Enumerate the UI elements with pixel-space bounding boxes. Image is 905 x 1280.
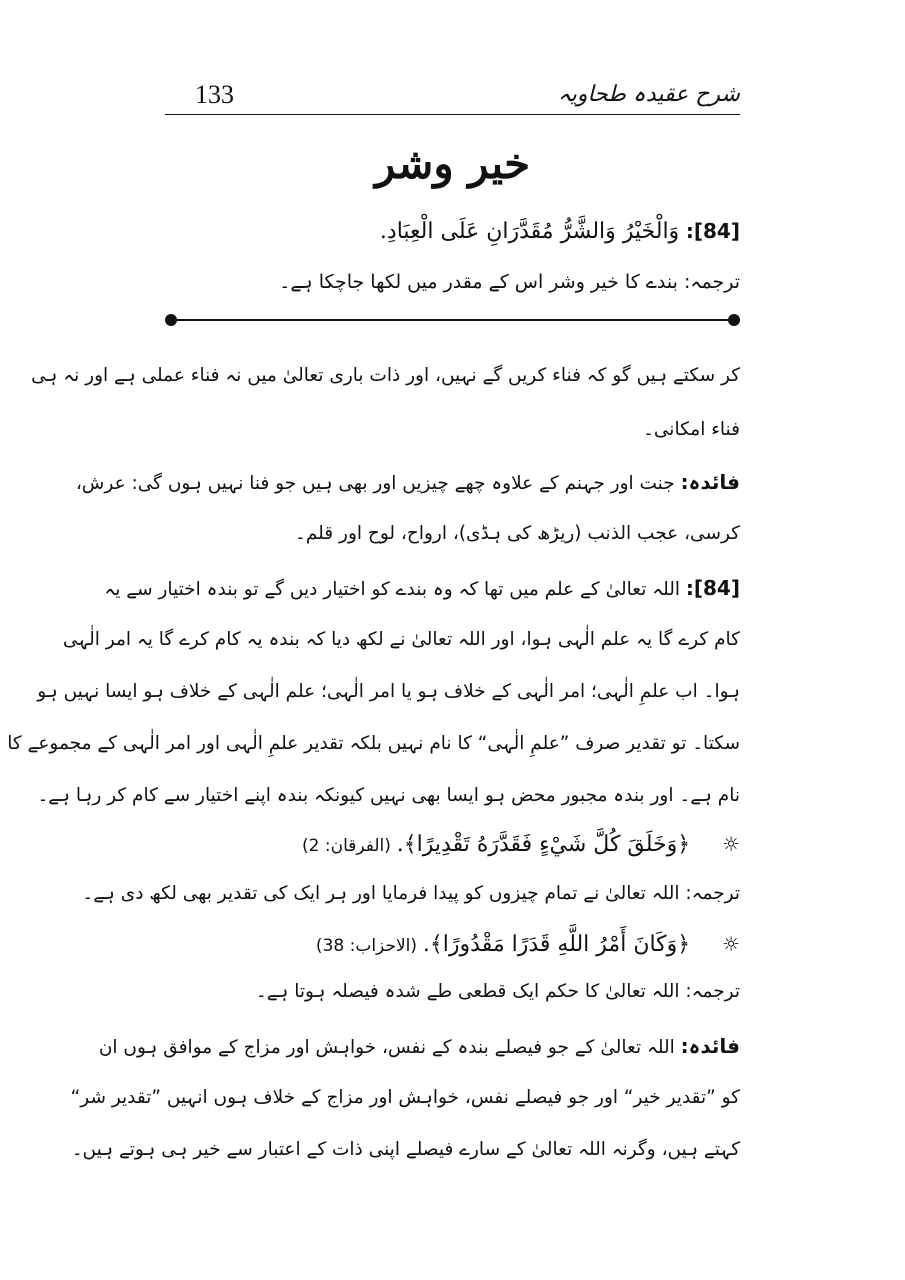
quote-2-arabic: ﴿وَكَانَ أَمْرُ اللَّهِ قَدَرًا مَقْدُورًا﴾. <box>422 932 691 957</box>
quote-2-reference: (الاحزاب: 38) <box>315 936 418 956</box>
quote-1-reference: (الفرقان: 2) <box>302 836 391 856</box>
divider-dot-left <box>165 314 177 326</box>
divider-line <box>171 319 734 321</box>
paragraph-84-text: اللہ تعالیٰ کے علم میں تھا کہ وہ بندے کو اختیار دیں گے تو بندہ اختیار سے یہ <box>104 579 680 600</box>
paragraph-84 <box>104 568 740 610</box>
paragraph-84-number: [84]: <box>685 576 740 600</box>
body-line-1: کر سکتے ہیں گو کہ فناء کریں گے نہیں، اور ذات باری تعالیٰ میں نہ فناء عملی ہے اور نہ ہی <box>31 365 740 386</box>
header-rule <box>165 114 740 115</box>
chapter-title: خیر وشر <box>374 139 531 188</box>
fayda-label: فائدہ: <box>680 1034 740 1058</box>
page-number: 133 <box>195 80 234 109</box>
paragraph-84-line-2: کام کرے گا یہ علم الٰہی ہوا، اور اللہ تعالیٰ نے لکھ دیا کہ بندہ یہ کام کرے گا یہ امر الٰہی <box>62 629 740 650</box>
verse-translation: ترجمہ: بندے کا خیر وشر اس کے مقدر میں لکھا جاچکا ہے۔ <box>279 271 740 293</box>
fayda-paragraph-1 <box>75 462 740 504</box>
verse-arabic: وَالْخَيْرُ وَالشَّرُّ مُقَدَّرَانِ عَلَى الْعِبَادِ. <box>379 219 680 244</box>
verse-text <box>165 211 740 252</box>
paragraph-84-line-5: نام ہے۔ اور بندہ مجبور محض ہو ایسا بھی نہیں کیونکہ بندہ اپنے اختیار سے کام کر رہا ہے۔ <box>37 785 740 806</box>
fayda-2-line-2: کو ”تقدیر خیر“ اور جو فیصلے نفس، خواہش اور مزاج کے خلاف ہوں انہیں ”تقدیر شر“ <box>70 1087 740 1108</box>
sun-bullet-icon: ☼ <box>722 832 740 856</box>
ornamental-divider <box>165 312 740 328</box>
running-header <box>165 78 740 112</box>
body-line-2: فناء امکانی۔ <box>643 419 740 440</box>
paragraph-84-line-3: ہوا۔ اب علمِ الٰہی؛ امر الٰہی کے خلاف ہو یا امر الٰہی؛ علم الٰہی کے خلاف ہو ایسا نہیں ہو <box>37 681 740 702</box>
fayda-text: اللہ تعالیٰ کے جو فیصلے بندہ کے نفس، خواہش اور مزاج کے موافق ہوں ان <box>98 1037 675 1058</box>
quran-quote-2 <box>165 924 740 966</box>
fayda-paragraph-2 <box>98 1026 740 1068</box>
quran-quote-1 <box>165 824 740 866</box>
fayda-label: فائدہ: <box>680 470 740 494</box>
sun-bullet-icon: ☼ <box>722 932 740 956</box>
fayda-2-line-3: کہتے ہیں، وگرنہ اللہ تعالیٰ کے سارے فیصلے اپنی ذات کے اعتبار سے خیر ہی ہوتے ہیں۔ <box>71 1139 740 1160</box>
quote-2-translation: ترجمہ: اللہ تعالیٰ کا حکم ایک قطعی طے شدہ فیصلہ ہوتا ہے۔ <box>255 981 740 1002</box>
quote-1-translation: ترجمہ: اللہ تعالیٰ نے تمام چیزوں کو پیدا فرمایا اور ہر ایک کی تقدیر بھی لکھ دی ہے۔ <box>82 883 740 904</box>
divider-dot-right <box>728 314 740 326</box>
fayda-text: جنت اور جہنم کے علاوہ چھے چیزیں اور بھی ہیں جو فنا نہیں ہوں گی: عرش، <box>75 473 675 494</box>
verse-number: [84]: <box>685 219 740 243</box>
book-title: شرح عقیدہ طحاویہ <box>557 82 740 107</box>
fayda-1-line-2: کرسی، عجب الذنب (ریڑھ کی ہڈی)، ارواح، لوح اور قلم۔ <box>295 523 740 544</box>
paragraph-84-line-4: سکتا۔ تو تقدیر صرف ”علمِ الٰہی“ کا نام نہیں بلکہ تقدیر علمِ الٰہی اور امر الٰہی کے مجموعے کا <box>7 733 740 754</box>
quote-1-arabic: ﴿وَخَلَقَ كُلَّ شَيْءٍ فَقَدَّرَهُ تَقْدِيرًا﴾. <box>396 832 691 857</box>
